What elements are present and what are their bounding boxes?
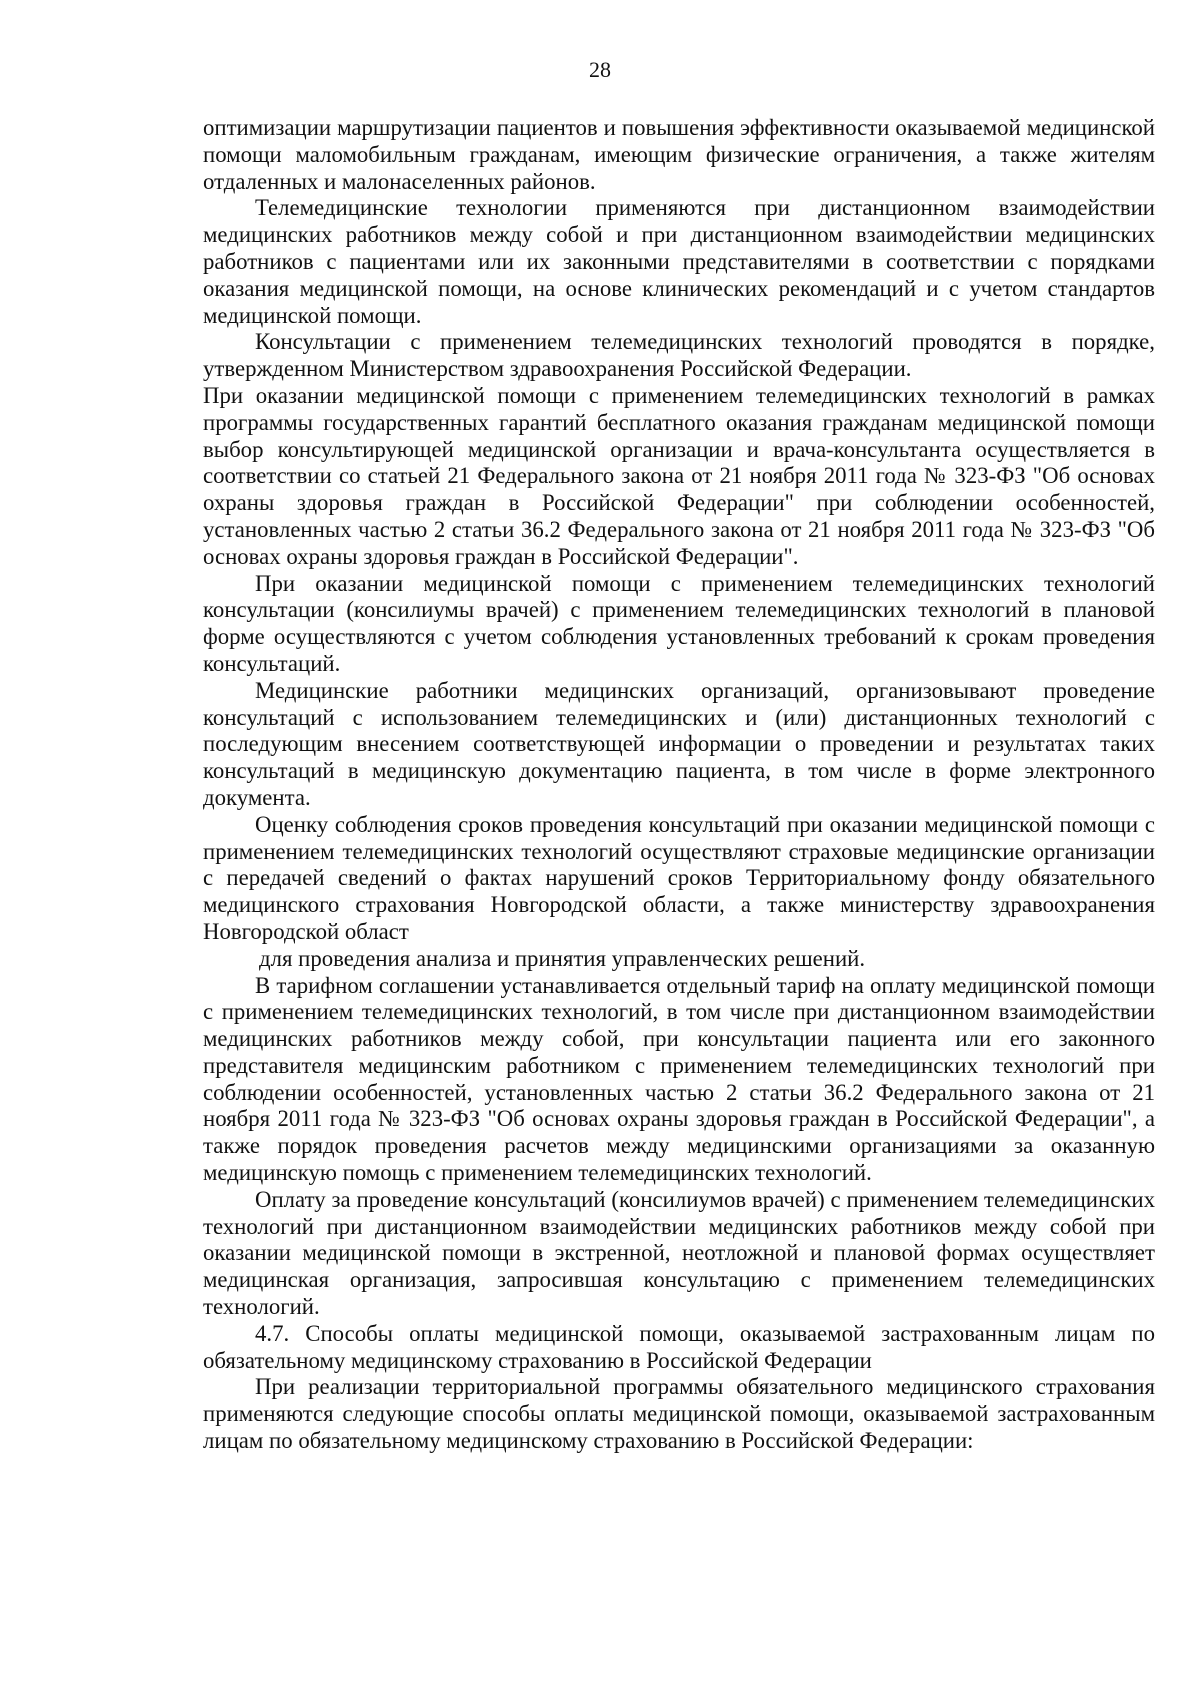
paragraph-medical-workers: Медицинские работники медицинских организаций, организовывают проведение консультаций с использованием телемедицинских и (или) дистанционных технологий с последующим внесением соответствующей информации о проведении и результатах таких консультаций в медицинскую документацию пациента, в том числе в форме электронного документа. — [203, 677, 1155, 810]
document-body — [203, 115, 1155, 1455]
paragraph-planned-consultations: При оказании медицинской помощи с применением телемедицинских технологий консультации (консилиумы врачей) с применением телемедицинских технологий в плановой форме осуществляются с учетом соблюдения установленных требований к срокам проведения консультаций. — [203, 570, 1155, 676]
paragraph-tariff-agreement: В тарифном соглашении устанавливается отдельный тариф на оплату медицинской помощи с применением телемедицинских технологий, в том числе при дистанционном взаимодействии медицинских работников между собой, при консультации пациента или его законного представителя медицинским работником с применением телемедицинских технологий при соблюдении особенностей, установленных частью 2 статьи 36.2 Федерального закона от 21 ноября 2011 года № 323-ФЗ "Об основах охраны здоровья граждан в Российской Федерации", а также порядок проведения расчетов между медицинскими организациями за оказанную медицинскую помощь с применением телемедицинских технологий. — [203, 972, 1155, 1186]
paragraph-telemedicine-usage: Телемедицинские технологии применяются при дистанционном взаимодействии медицинских работников между собой и при дистанционном взаимодействии медицинских работников с пациентами или их законными представителями в соответствии с порядками оказания медицинской помощи, на основе клинических рекомендаций и с учетом стандартов медицинской помощи. — [203, 195, 1155, 328]
section-heading-4-7: 4.7. Способы оплаты медицинской помощи, оказываемой застрахованным лицам по обязательному медицинскому страхованию в Российской Федерации — [203, 1320, 1155, 1373]
paragraph-payment-methods: При реализации территориальной программы обязательного медицинского страхования применяются следующие способы оплаты медицинской помощи, оказываемой застрахованным лицам по обязательному медицинскому страхованию в Российской Федерации: — [203, 1374, 1155, 1454]
paragraph-consultations-order: Консультации с применением телемедицинских технологий проводятся в порядке, утвержденном Министерством здравоохранения Российской Федерации. — [203, 329, 1155, 382]
paragraph-deadline-assessment: Оценку соблюдения сроков проведения консультаций при оказании медицинской помощи с применением телемедицинских технологий осуществляют страховые медицинские организации с передачей сведений о фактах нарушений сроков Территориальному фонду обязательного медицинского страхования Новгородской области, а также министерству здравоохранения Новгородской област — [203, 811, 1155, 944]
paragraph-consultation-payment: Оплату за проведение консультаций (консилиумов врачей) с применением телемедицинских технологий при дистанционном взаимодействии медицинских работников между собой при оказании медицинской помощи в экстренной, неотложной и плановой формах осуществляет медицинская организация, запросившая консультацию с применением телемедицинских технологий. — [203, 1186, 1155, 1320]
paragraph-consultant-choice: При оказании медицинской помощи с применением телемедицинских технологий в рамках программы государственных гарантий бесплатного оказания гражданам медицинской помощи выбор консультирующей медицинской организации и врача-консультанта осуществляется в соответствии со статьей 21 Федерального закона от 21 ноября 2011 года № 323-ФЗ "Об основах охраны здоровья граждан в Российской Федерации" при соблюдении особенностей, установленных частью 2 статьи 36.2 Федерального закона от 21 ноября 2011 года № 323-ФЗ "Об основах охраны здоровья граждан в Российской Федерации". — [203, 382, 1155, 569]
paragraph-continuation: оптимизации маршрутизации пациентов и повышения эффективности оказываемой медицинской помощи маломобильным гражданам, имеющим физические ограничения, а также жителям отдаленных и малонаселенных районов. — [203, 115, 1155, 194]
paragraph-analysis-purpose: для проведения анализа и принятия управленческих решений. — [259, 945, 866, 971]
page-number: 28 — [589, 57, 611, 82]
